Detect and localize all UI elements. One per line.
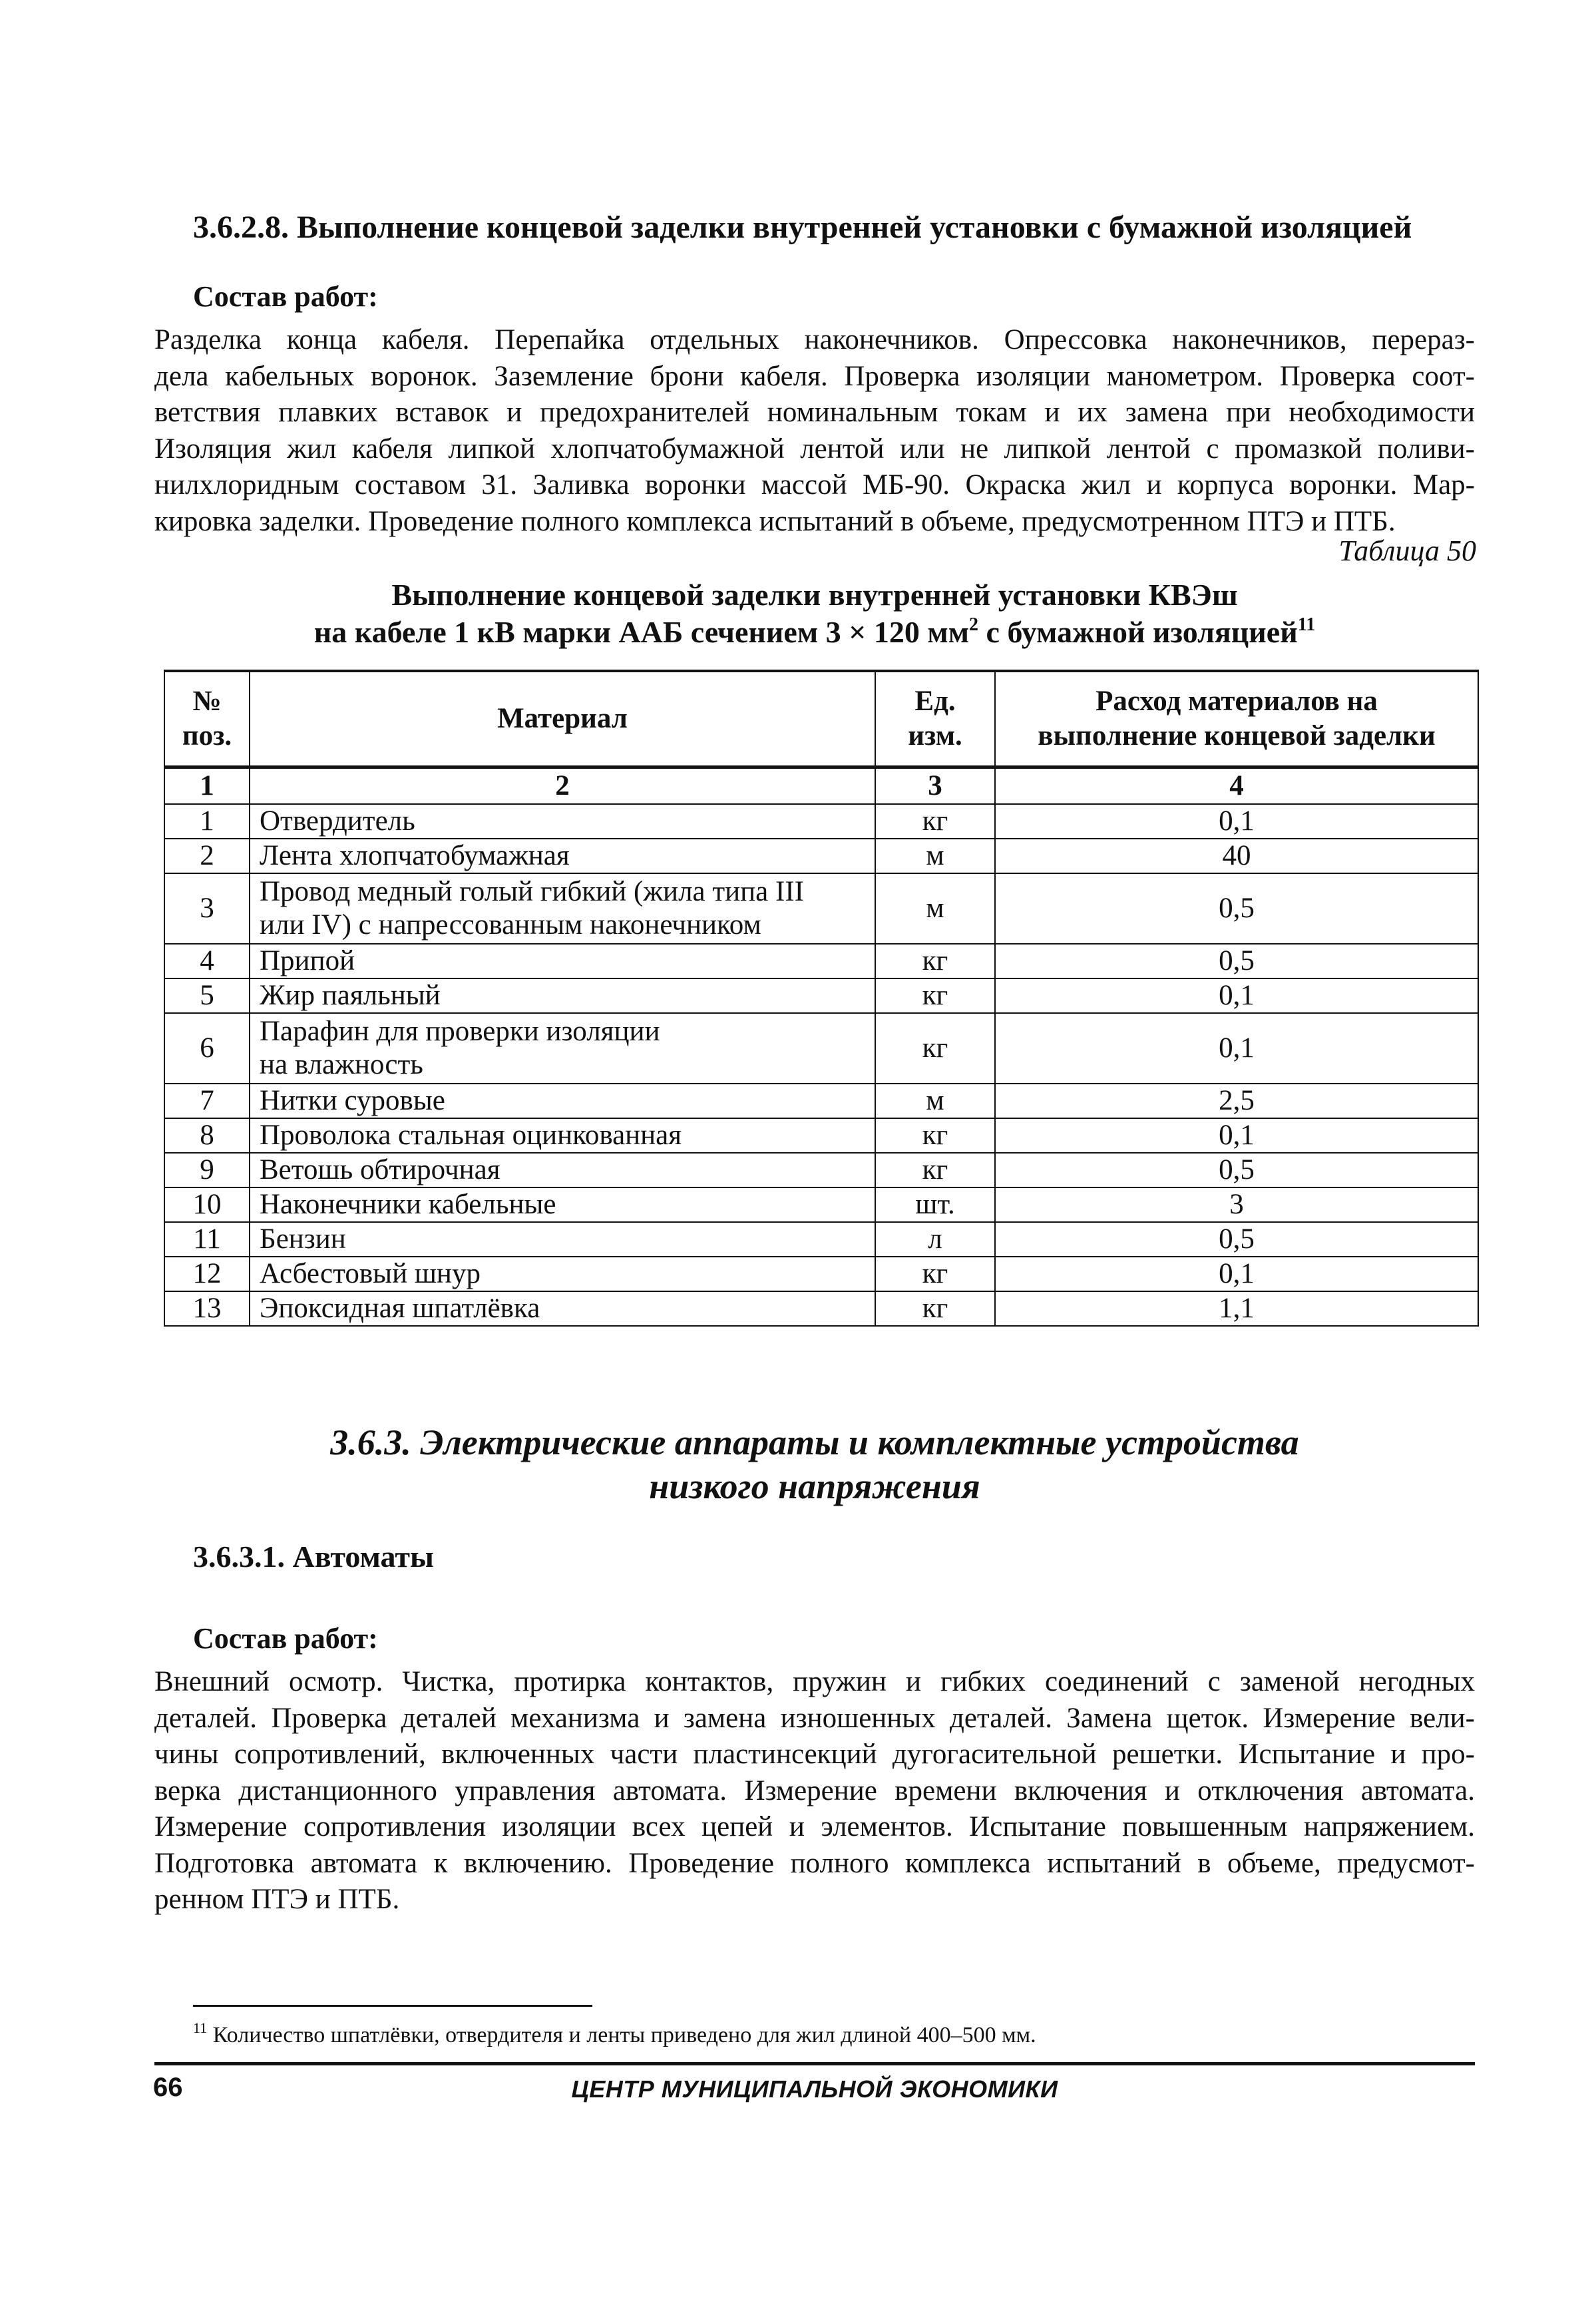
unit-cell: кг — [875, 804, 995, 839]
position-number-cell: 5 — [164, 978, 250, 1013]
consumption-cell: 0,1 — [995, 1013, 1478, 1084]
unit-cell: м — [875, 873, 995, 944]
column-number: 3 — [875, 767, 995, 805]
unit-cell: кг — [875, 1153, 995, 1187]
material-cell — [250, 944, 875, 978]
table-row — [164, 1291, 1478, 1326]
paragraph-line: ветствия плавких вставок и предохранителей номинальным токам и их замена при необходимости — [154, 397, 1475, 428]
paragraph-line: деталей. Проверка деталей механизма и замена изношенных деталей. Замена щеток. Измерение вели- — [154, 1702, 1475, 1734]
unit-cell: м — [875, 839, 995, 873]
consumption-cell: 0,5 — [995, 1153, 1478, 1187]
position-number-cell: 8 — [164, 1118, 250, 1153]
material-cell — [250, 1084, 875, 1118]
paragraph-line: Разделка конца кабеля. Перепайка отдельных наконечников. Опрессовка наконечников, перераз- — [154, 324, 1475, 355]
material-cell — [250, 1187, 875, 1222]
position-number-cell: 9 — [164, 1153, 250, 1187]
table-title-line-1: Выполнение концевой заделки внутренней установки КВЭш — [391, 578, 1238, 612]
table-title-line-2 — [154, 614, 1475, 651]
position-number-cell: 10 — [164, 1187, 250, 1222]
consumption-cell: 0,5 — [995, 944, 1478, 978]
position-number-cell: 11 — [164, 1222, 250, 1257]
header-position-number — [164, 671, 250, 767]
table-body — [164, 767, 1478, 1327]
unit-cell: кг — [875, 1257, 995, 1291]
material-cell — [250, 839, 875, 873]
paragraph-line: ренном ПТЭ и ПТБ. — [154, 1884, 400, 1915]
table-row — [164, 1257, 1478, 1291]
position-number-cell: 3 — [164, 873, 250, 944]
table-row — [164, 1013, 1478, 1084]
position-number-cell: 7 — [164, 1084, 250, 1118]
footnote — [193, 2021, 1036, 2050]
position-number-cell: 12 — [164, 1257, 250, 1291]
column-number: 1 — [164, 767, 250, 805]
table-row — [164, 839, 1478, 873]
material-line: Парафин для проверки изоляции — [260, 1016, 660, 1047]
consumption-cell: 1,1 — [995, 1291, 1478, 1326]
material-line: Нитки суровые — [260, 1085, 445, 1116]
position-number-cell: 13 — [164, 1291, 250, 1326]
column-number: 4 — [995, 767, 1478, 805]
consumption-cell: 0,5 — [995, 1222, 1478, 1257]
material-line: на влажность — [260, 1049, 423, 1080]
unit-cell: кг — [875, 1118, 995, 1153]
material-cell — [250, 1222, 875, 1257]
position-number-cell: 1 — [164, 804, 250, 839]
table-row — [164, 944, 1478, 978]
page-number: 66 — [153, 2073, 183, 2102]
header-text: Ед. — [914, 686, 956, 717]
position-number-cell: 4 — [164, 944, 250, 978]
materials-table — [164, 670, 1479, 1327]
paragraph-line: нилхлоридным составом 31. Заливка воронки массой МБ-90. Окраска жил и корпуса воронки. Мар- — [154, 469, 1475, 501]
unit-cell: кг — [875, 978, 995, 1013]
paragraph-line: дела кабельных воронок. Заземление брони кабеля. Проверка изоляции манометром. Проверка соот- — [154, 360, 1475, 392]
consumption-cell: 0,1 — [995, 1257, 1478, 1291]
header-unit — [875, 671, 995, 767]
paragraph-line: чины сопротивлений, включенных части пластинсекций дугогасительной решетки. Испытание и про- — [154, 1739, 1475, 1770]
consumption-cell: 40 — [995, 839, 1478, 873]
header-text: Расход материалов на — [1096, 686, 1378, 717]
consumption-cell: 0,5 — [995, 873, 1478, 944]
consumption-cell: 0,1 — [995, 1118, 1478, 1153]
material-line: Отвердитель — [260, 805, 415, 837]
material-cell — [250, 1257, 875, 1291]
column-number: 2 — [250, 767, 875, 805]
paragraph-line: Внешний осмотр. Чистка, протирка контактов, пружин и гибких соединений с заменой негодных — [154, 1666, 1475, 1697]
material-cell — [250, 1153, 875, 1187]
table-row — [164, 1222, 1478, 1257]
material-cell — [250, 873, 875, 944]
consumption-cell: 0,1 — [995, 804, 1478, 839]
paragraph-line: Изоляция жил кабеля липкой хлопчатобумажной лентой или не липкой лентой с промазкой поливи- — [154, 433, 1475, 465]
material-line: Лента хлопчатобумажная — [260, 840, 570, 871]
table-row — [164, 1153, 1478, 1187]
table-title-text: с бумажной изоляцией — [978, 615, 1298, 649]
unit-cell: л — [875, 1222, 995, 1257]
material-cell — [250, 1118, 875, 1153]
header-consumption — [995, 671, 1478, 767]
footnote-text: Количество шпатлёвки, отвердителя и ленты приведено для жил длиной 400–500 мм. — [207, 2023, 1036, 2047]
superscript: 2 — [969, 614, 979, 635]
composition-label: Состав работ: — [193, 1622, 378, 1655]
material-line: Ветошь обтирочная — [260, 1154, 500, 1185]
unit-cell: шт. — [875, 1187, 995, 1222]
subsection-heading-line-1: 3.6.3. Электрические аппараты и комплектные устройства — [330, 1422, 1299, 1462]
paragraph-line: Измерение сопротивления изоляции всех цепей и элементов. Испытание повышенным напряжением. — [154, 1811, 1475, 1842]
footnote-marker: 11 — [193, 2019, 208, 2036]
header-text: выполнение концевой заделки — [1038, 720, 1436, 751]
table-label: Таблица 50 — [1338, 534, 1476, 567]
footnote-reference: 11 — [1297, 614, 1316, 635]
unit-cell: м — [875, 1084, 995, 1118]
publisher-name: ЦЕНТР МУНИЦИПАЛЬНОЙ ЭКОНОМИКИ — [571, 2075, 1058, 2103]
material-cell — [250, 804, 875, 839]
unit-cell: кг — [875, 1013, 995, 1084]
consumption-cell: 2,5 — [995, 1084, 1478, 1118]
composition-label: Состав работ: — [193, 280, 378, 313]
automata-heading: 3.6.3.1. Автоматы — [193, 1540, 434, 1574]
material-cell — [250, 1013, 875, 1084]
table-row — [164, 1187, 1478, 1222]
consumption-cell: 0,1 — [995, 978, 1478, 1013]
material-cell — [250, 1291, 875, 1326]
material-line: Асбестовый шнур — [260, 1258, 481, 1289]
footnote-divider — [193, 2005, 592, 2007]
unit-cell: кг — [875, 944, 995, 978]
position-number-cell: 2 — [164, 839, 250, 873]
table-row — [164, 873, 1478, 944]
material-line: Провод медный голый гибкий (жила типа III — [260, 876, 804, 907]
material-line: Наконечники кабельные — [260, 1189, 556, 1220]
header-text: поз. — [182, 720, 232, 751]
subsection-heading — [154, 1420, 1475, 1508]
position-number-cell: 6 — [164, 1013, 250, 1084]
consumption-cell: 3 — [995, 1187, 1478, 1222]
paragraph-line: кировка заделки. Проведение полного комплекса испытаний в объеме, предусмотренном ПТЭ и ПТБ. — [154, 505, 1396, 537]
header-text: № — [192, 686, 222, 717]
footer-divider — [154, 2062, 1475, 2065]
table-title — [154, 576, 1475, 651]
material-line: или IV) с напрессованным наконечником — [260, 909, 761, 941]
material-cell — [250, 978, 875, 1013]
automata-work-paragraph — [154, 1664, 1475, 1918]
table-row — [164, 978, 1478, 1013]
table-row — [164, 1084, 1478, 1118]
header-material: Материал — [250, 671, 875, 767]
header-text: изм. — [908, 720, 962, 751]
table-header-row — [164, 671, 1478, 767]
material-line: Бензин — [260, 1223, 346, 1255]
table-row — [164, 1118, 1478, 1153]
material-line: Эпоксидная шпатлёвка — [260, 1293, 540, 1324]
material-line: Припой — [260, 945, 355, 976]
work-description-paragraph — [154, 322, 1475, 540]
column-number-row — [164, 767, 1478, 805]
table-row — [164, 804, 1478, 839]
paragraph-line: Подготовка автомата к включению. Проведение полного комплекса испытаний в объеме, предусмот- — [154, 1847, 1475, 1879]
subsection-heading-line-2: низкого напряжения — [649, 1466, 980, 1506]
unit-cell: кг — [875, 1291, 995, 1326]
material-line: Проволока стальная оцинкованная — [260, 1120, 682, 1151]
material-line: Жир паяльный — [260, 980, 441, 1011]
paragraph-line: верка дистанционного управления автомата. Измерение времени включения и отключения автомата. — [154, 1775, 1475, 1806]
table-title-text: на кабеле 1 кВ марки ААБ сечением 3 × 120 мм — [313, 615, 970, 649]
section-heading: 3.6.2.8. Выполнение концевой заделки внутренней установки с бумажной изоляцией — [193, 210, 1412, 245]
